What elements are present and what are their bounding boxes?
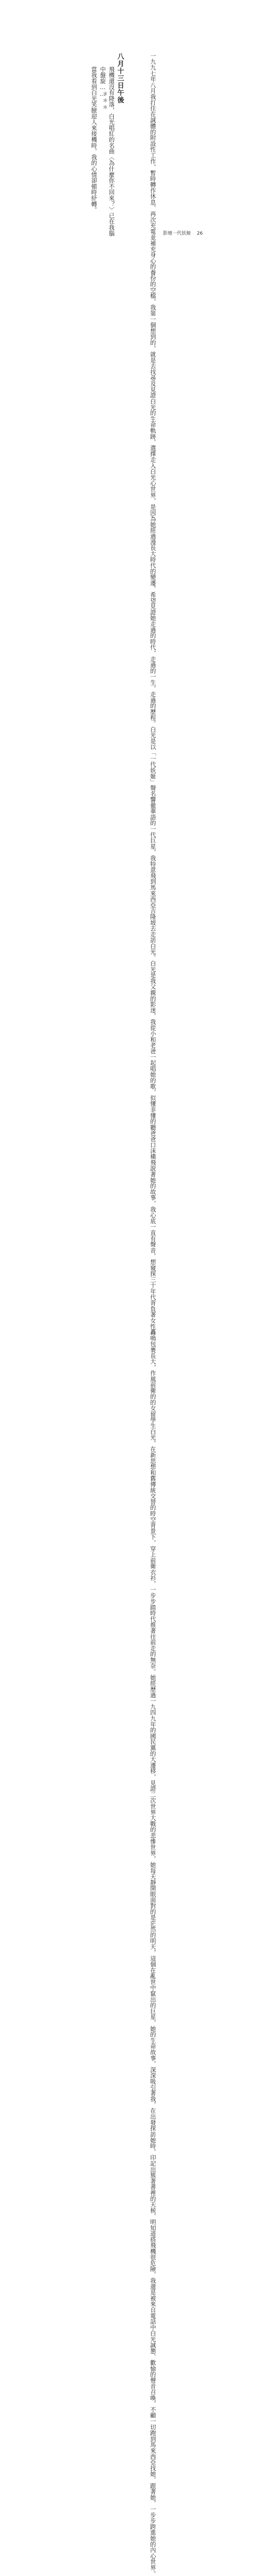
- paragraph-1-line-6: 飛說著她的故事，我心底一直有聲音，想窺探三十年代背負著女性轟鳴包裹長大，作風: [150, 1159, 156, 1382]
- paragraph-2-line-2: 眼面對的是茫然的明天，這個在亂世中竄出的巨星，她的生命故事，深深吸引著我，在出: [150, 1891, 156, 2120]
- book-title: 影壇一代妖姬: [163, 231, 191, 236]
- paragraph-1-line-3: 界，是因為她經過漫長大時代的變遷，希望見證她走過的時代，走過的一生，走過的歷程。: [150, 492, 156, 726]
- body-text-paragraphs: [148, 53, 157, 2576]
- paragraph-2-line-3: 發探訪她時，印記出簇著書裡的天候，明知道搭飛機很危險，我還是被來自電話中白光誠: [150, 2119, 156, 2348]
- paragraph-1-line-2: 養份的空檔，我第一個想到的，就是去找尋及見證白光的生命軌跡，選擇走入白光心世: [150, 269, 156, 492]
- section-heading: 八月十三日午後: [116, 53, 124, 104]
- page-footer: [163, 230, 203, 236]
- paragraph-1-line-7: 前衛的的女留學生白光，在新思想和舊傳統交替的時空背景下，穿上前衛衣衫，一步步踏時: [150, 1382, 156, 1616]
- paragraph-1-line-8: 代推著往前走的無奈。: [150, 1616, 156, 1675]
- paragraph-1-line-4: 白光是以「一代妖姬」聲名響徹華語的一代巨星，我特意飛到馬來西亞吉隆坡去走訪白: [150, 726, 156, 949]
- section-separator: ＊＊＊: [101, 91, 107, 111]
- paragraph-3: 飛機還沒有降落，白光唱紅的名曲〈為什麼你不回來？〉已在我腦中盤旋……: [99, 66, 115, 236]
- paragraph-2-line-4: 懇、歡愉的聲音召喚，不顧一切跑到馬來西亞找她，跟著她，一步步跨進她的內心世界。: [150, 2348, 156, 2576]
- paragraph-4: 當我看到白光笑臉迎人來接機時，我的心情卻頓時紓轉。: [91, 66, 97, 213]
- page-number: 26: [197, 231, 203, 236]
- paragraph-1-line-5: 光。白光是我父親的影迷，我從小和老爸一起唱她的歌，似懂非懂的聽爸爸口沫橫: [150, 948, 156, 1160]
- paragraph-1-line-1: 一九九七年八月我打住在誠體的附設性工作，暫時轉作休息，再次充電並補充身心的: [150, 53, 156, 270]
- paragraph-2-line-1: 她經歷過一九四九年的國民黨的大遷移，見證二次世界大戰的悲慘世界，她每天靜開: [150, 1675, 156, 1892]
